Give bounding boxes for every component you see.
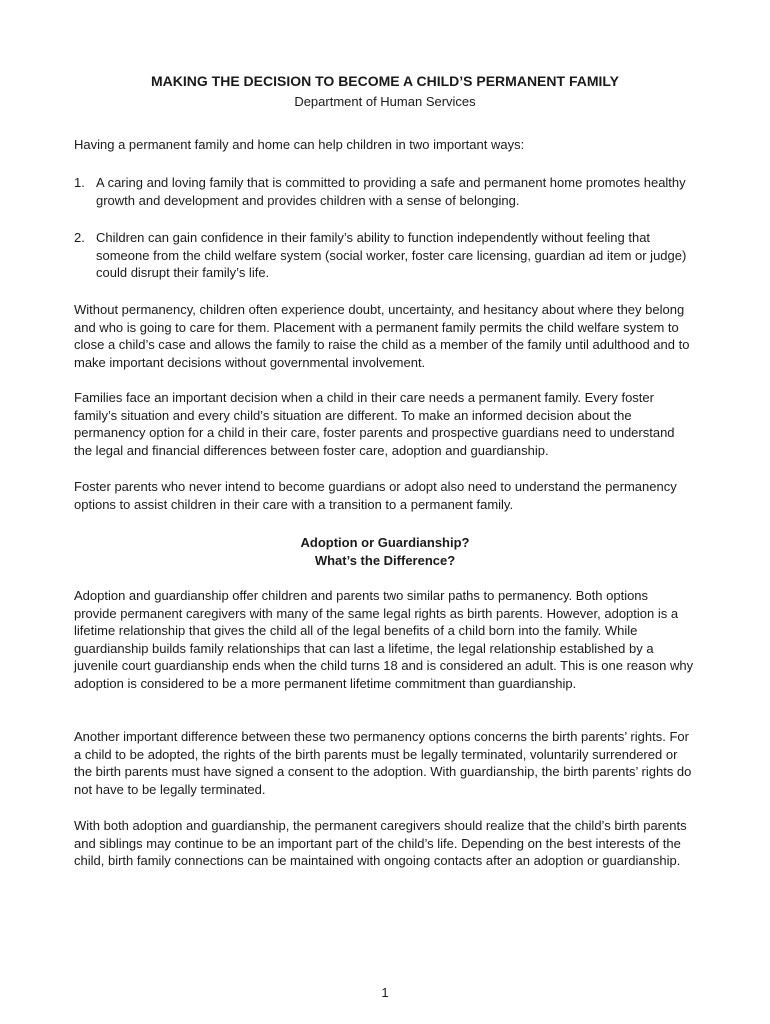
page-number: 1 [381, 985, 389, 1000]
paragraph-birth-parents-rights: Another important difference between these two permanency options concerns the birth parents’ rights. For a child to be adopted, the rights of the birth parents must be legally terminated, voluntarily surrendered or the birth parents must have signed a consent to the adoption. With guardianship, the birth parents’ rights do not have to be legally terminated. [74, 729, 692, 797]
document-title: MAKING THE DECISION TO BECOME A CHILD’S PERMANENT FAMILY [151, 73, 619, 89]
paragraph-families-face: Families face an important decision when a child in their care needs a permanent family. Every foster family’s situation and every child’s situation are different. To make an informed decision about the permanency option for a child in their care, foster parents and prospective guardians need to understand the legal and financial differences between foster care, adoption and guardianship. [74, 390, 675, 458]
section-heading-line-1: Adoption or Guardianship? [300, 535, 470, 550]
paragraph-foster-parents: Foster parents who never intend to become guardians or adopt also need to understand the permanency options to assist children in their care with a transition to a permanent family. [74, 479, 677, 512]
list-text: Children can gain confidence in their family’s ability to function independently without feeling that someone from the child welfare system (social worker, foster care licensing, guardian ad item or judge) could disrupt their family’s life. [96, 230, 687, 281]
paragraph-adoption-guardianship: Adoption and guardianship offer children and parents two similar paths to permanency. Both options provide permanent caregivers with many of the same legal rights as birth parents. However, adoption is a lifetime relationship that gives the child all of the legal benefits of a child born into the family. While guardianship builds family relationships that can last a lifetime, the legal relationship established by a juvenile court guardianship ends when the child turns 18 and is considered an adult. This is one reason why adoption is considered to be a more permanent lifetime commitment than guardianship. [74, 588, 694, 691]
list-text: A caring and loving family that is committed to providing a safe and permanent home promotes healthy growth and development and provides children with a sense of belonging. [96, 175, 686, 208]
paragraph-birth-family-connections: With both adoption and guardianship, the permanent caregivers should realize that the child’s birth parents and siblings may continue to be an important part of the child’s life. Depending on the best interests of the child, birth family connections can be maintained with ongoing contacts after an adoption or guardianship. [74, 818, 687, 869]
list-number: 2. [74, 230, 85, 245]
list-number: 1. [74, 175, 85, 190]
paragraph-without-permanency: Without permanency, children often experience doubt, uncertainty, and hesitancy about where they belong and who is going to care for them. Placement with a permanent family permits the child welfare system to close a child’s case and allows the family to raise the child as a member of the family until adulthood and to make important decisions without governmental involvement. [74, 302, 690, 370]
intro-paragraph: Having a permanent family and home can help children in two important ways: [74, 137, 525, 152]
list-item-1 [74, 174, 694, 209]
section-heading [0, 534, 770, 570]
list-item-2 [74, 229, 694, 282]
section-heading-line-2: What’s the Difference? [314, 553, 456, 568]
document-subtitle: Department of Human Services [294, 94, 476, 109]
